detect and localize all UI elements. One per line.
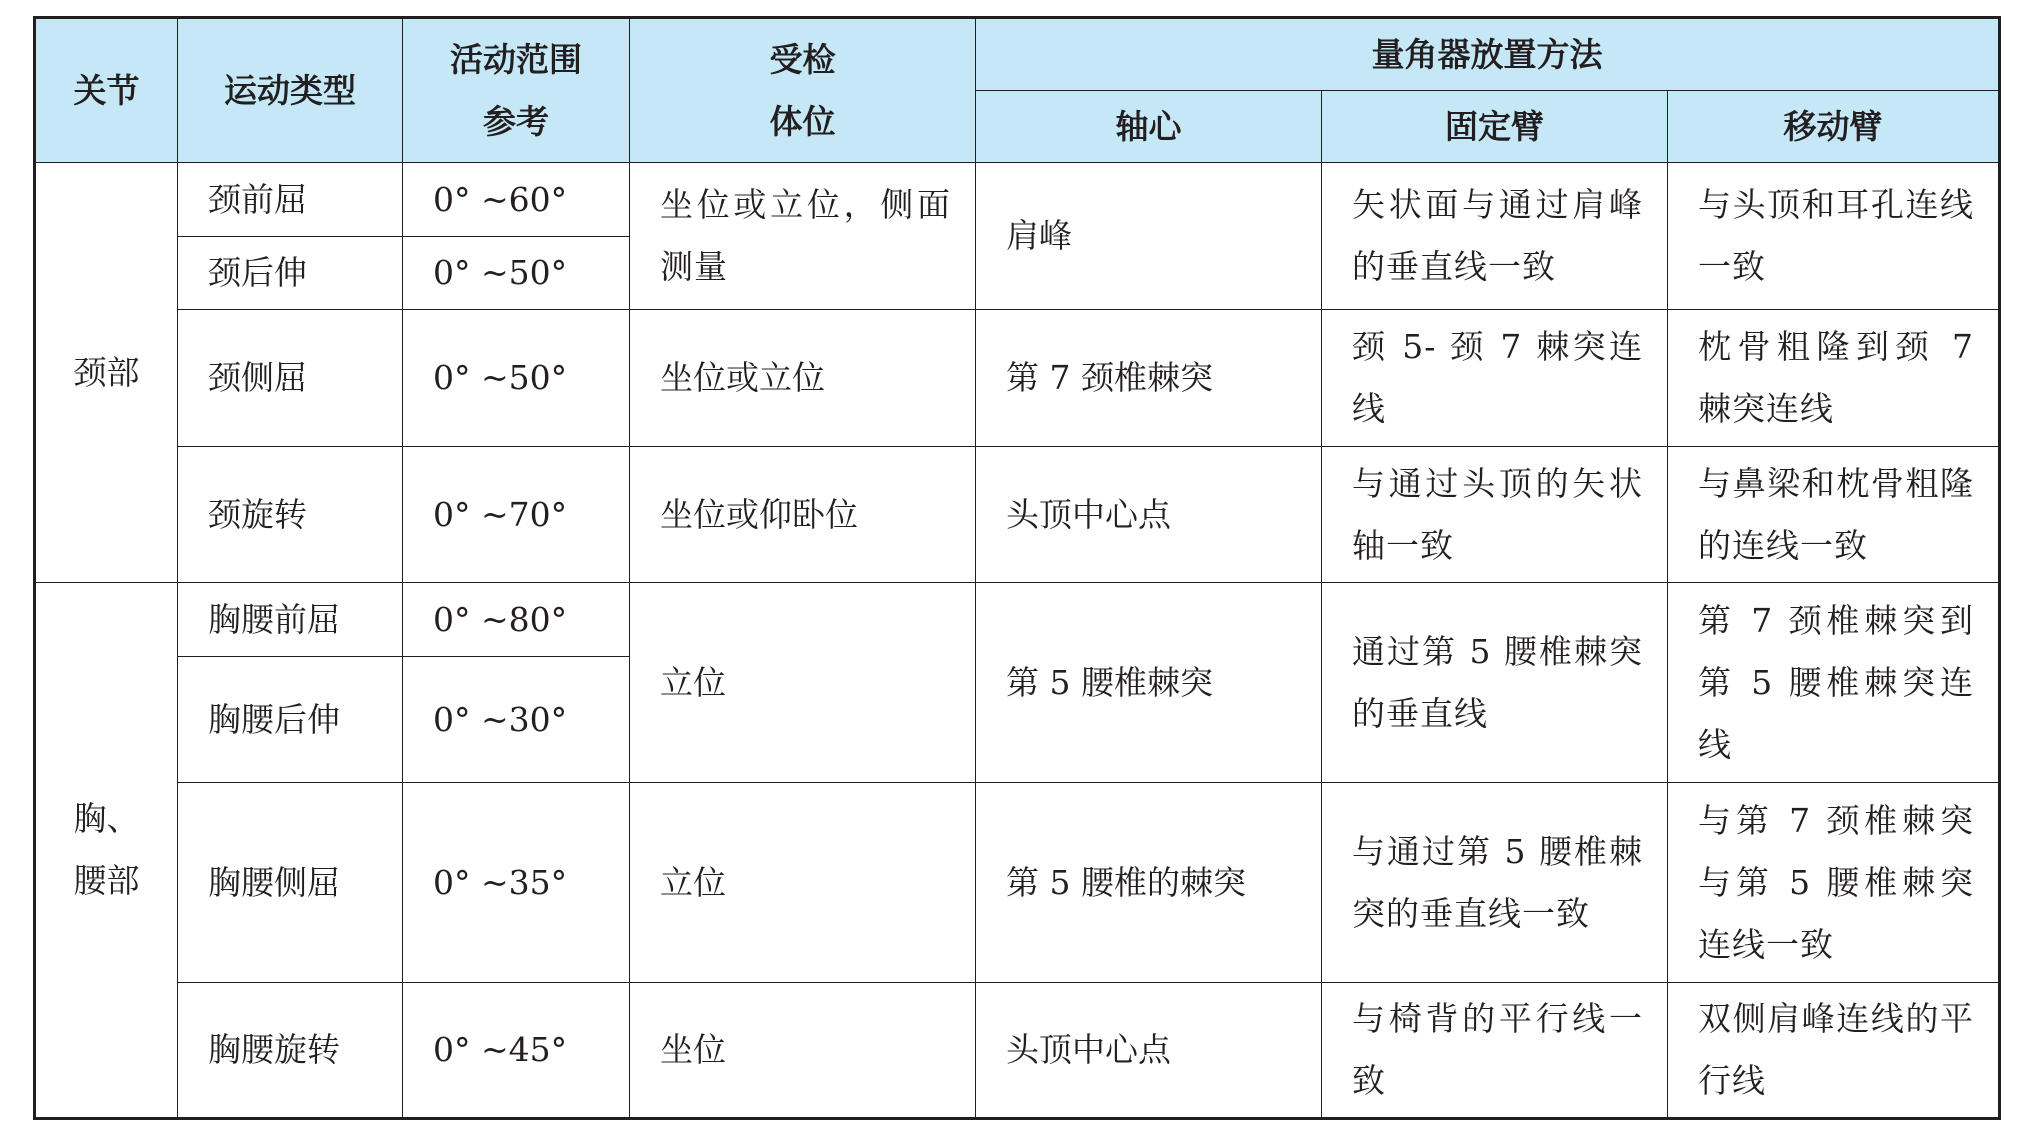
motion-cell: 颈侧屈 <box>178 310 403 447</box>
position-cell: 立位 <box>630 783 976 983</box>
table-row <box>35 783 2000 983</box>
header-axis: 轴心 <box>976 91 1322 163</box>
range-cell: 0° ~50° <box>403 310 630 447</box>
position-cell: 坐位 <box>630 983 976 1119</box>
table-row <box>35 163 2000 237</box>
fixed-arm-cell: 与通过头顶的矢状轴一致 <box>1322 447 1668 583</box>
axis-cell: 第 5 腰椎的棘突 <box>976 783 1322 983</box>
table-header <box>35 18 2000 163</box>
joint-cell-thoracolumbar <box>35 583 178 1119</box>
goniometry-table <box>33 16 2001 1120</box>
motion-cell: 胸腰旋转 <box>178 983 403 1119</box>
range-cell: 0° ~30° <box>403 657 630 783</box>
header-position-line1: 受检 <box>769 39 836 79</box>
header-joint: 关节 <box>35 18 178 163</box>
range-cell: 0° ~45° <box>403 983 630 1119</box>
axis-cell: 头顶中心点 <box>976 983 1322 1119</box>
range-cell: 0° ~50° <box>403 237 630 310</box>
motion-cell: 胸腰侧屈 <box>178 783 403 983</box>
header-moving-arm: 移动臂 <box>1668 91 2000 163</box>
moving-arm-cell: 与头顶和耳孔连线一致 <box>1668 163 2000 310</box>
range-cell: 0° ~70° <box>403 447 630 583</box>
fixed-arm-cell: 与椅背的平行线一致 <box>1322 983 1668 1119</box>
table-row <box>35 583 2000 657</box>
header-range-line1: 活动范围 <box>450 39 582 79</box>
motion-cell: 颈前屈 <box>178 163 403 237</box>
header-range-line2: 参考 <box>483 101 549 141</box>
joint-line1: 胸、 <box>73 799 140 838</box>
fixed-arm-cell: 颈 5- 颈 7 棘突连线 <box>1322 310 1668 447</box>
position-cell: 坐位或仰卧位 <box>630 447 976 583</box>
fixed-arm-cell: 矢状面与通过肩峰的垂直线一致 <box>1322 163 1668 310</box>
axis-cell: 头顶中心点 <box>976 447 1322 583</box>
axis-cell: 第 5 腰椎棘突 <box>976 583 1322 783</box>
motion-cell: 颈旋转 <box>178 447 403 583</box>
position-cell: 坐位或立位 <box>630 310 976 447</box>
header-fixed-arm: 固定臂 <box>1322 91 1668 163</box>
table-row <box>35 983 2000 1119</box>
table-row <box>35 310 2000 447</box>
moving-arm-cell: 与鼻梁和枕骨粗隆的连线一致 <box>1668 447 2000 583</box>
motion-cell: 颈后伸 <box>178 237 403 310</box>
joint-line2: 腰部 <box>73 861 140 900</box>
position-cell: 立位 <box>630 583 976 783</box>
range-cell: 0° ~35° <box>403 783 630 983</box>
moving-arm-cell: 第 7 颈椎棘突到第 5 腰椎棘突连线 <box>1668 583 2000 783</box>
header-position <box>630 18 976 163</box>
fixed-arm-cell: 通过第 5 腰椎棘突的垂直线 <box>1322 583 1668 783</box>
joint-cell-neck: 颈部 <box>35 163 178 583</box>
moving-arm-cell: 双侧肩峰连线的平行线 <box>1668 983 2000 1119</box>
table-container <box>33 16 2001 1120</box>
table-body <box>35 163 2000 1119</box>
header-motion-type: 运动类型 <box>178 18 403 163</box>
header-goniometer-method: 量角器放置方法 <box>976 18 2000 91</box>
range-cell: 0° ~60° <box>403 163 630 237</box>
motion-cell: 胸腰后伸 <box>178 657 403 783</box>
fixed-arm-cell: 与通过第 5 腰椎棘突的垂直线一致 <box>1322 783 1668 983</box>
axis-cell: 肩峰 <box>976 163 1322 310</box>
header-position-line2: 体位 <box>769 101 836 141</box>
header-range <box>403 18 630 163</box>
moving-arm-cell: 枕骨粗隆到颈 7 棘突连线 <box>1668 310 2000 447</box>
table-row <box>35 447 2000 583</box>
range-cell: 0° ~80° <box>403 583 630 657</box>
moving-arm-cell: 与第 7 颈椎棘突与第 5 腰椎棘突连线一致 <box>1668 783 2000 983</box>
axis-cell: 第 7 颈椎棘突 <box>976 310 1322 447</box>
position-cell: 坐位或立位，侧面测量 <box>630 163 976 310</box>
motion-cell: 胸腰前屈 <box>178 583 403 657</box>
